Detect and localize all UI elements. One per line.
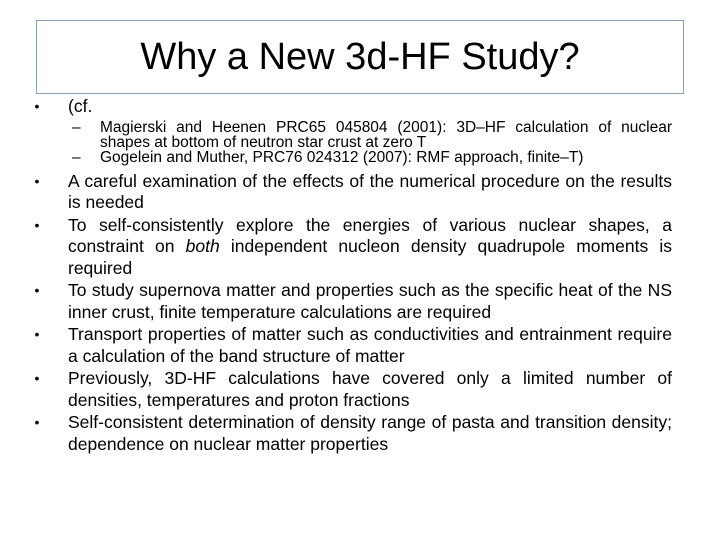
bullet-icon: • xyxy=(34,172,40,189)
bullet-item xyxy=(30,368,672,411)
title-box xyxy=(36,20,684,94)
bullet-item xyxy=(30,412,672,455)
sub-bullet-text: Magierski and Heenen PRC65 045804 (2001): 3D–HF calculation of nuclear shapes at bottom of neutron star crust at zero T xyxy=(100,118,672,151)
bullet-text-emphasis: both xyxy=(185,236,220,256)
bullet-list xyxy=(30,96,672,455)
bullet-text-after: independent nucleon density quadrupole moments is required xyxy=(68,236,672,278)
slide-title: Why a New 3d-HF Study? xyxy=(140,36,580,78)
bullet-text: Self-consistent determination of density range of pasta and transition density; dependence on nuclear matter properties xyxy=(68,412,672,454)
bullet-item xyxy=(30,215,672,280)
bullet-item xyxy=(30,280,672,323)
bullet-text: Transport properties of matter such as conductivities and entrainment require a calculation of the band structure of matter xyxy=(68,324,672,366)
bullet-icon: • xyxy=(34,370,40,386)
bullet-item xyxy=(30,96,672,118)
sub-bullet-item xyxy=(72,150,672,165)
bullet-text-before: To self-consistently explore the energies of various nuclear shapes, a constraint on xyxy=(68,214,672,256)
sub-bullet-text: Gogelein and Muther, PRC76 024312 (2007): RMF approach, finite–T) xyxy=(100,148,584,166)
bullet-icon: • xyxy=(34,98,40,114)
bullet-text: A careful examination of the effects of the numerical procedure on the results is needed xyxy=(68,170,672,212)
bullet-text: Previously, 3D-HF calculations have covered only a limited number of densities, temperatures and proton fractions xyxy=(68,368,672,410)
bullet-text: To study supernova matter and properties such as the specific heat of the NS inner crust, finite temperature calculations are required xyxy=(68,280,672,322)
bullet-icon: • xyxy=(34,216,40,233)
bullet-item xyxy=(30,171,672,214)
bullet-icon: • xyxy=(34,282,40,298)
sub-bullet-item xyxy=(72,120,672,150)
bullet-item xyxy=(30,324,672,367)
dash-icon: – xyxy=(72,118,81,136)
dash-icon: – xyxy=(72,148,81,166)
bullet-text: (cf. xyxy=(68,96,93,116)
bullet-icon: • xyxy=(34,414,40,430)
bullet-icon: • xyxy=(34,326,40,342)
